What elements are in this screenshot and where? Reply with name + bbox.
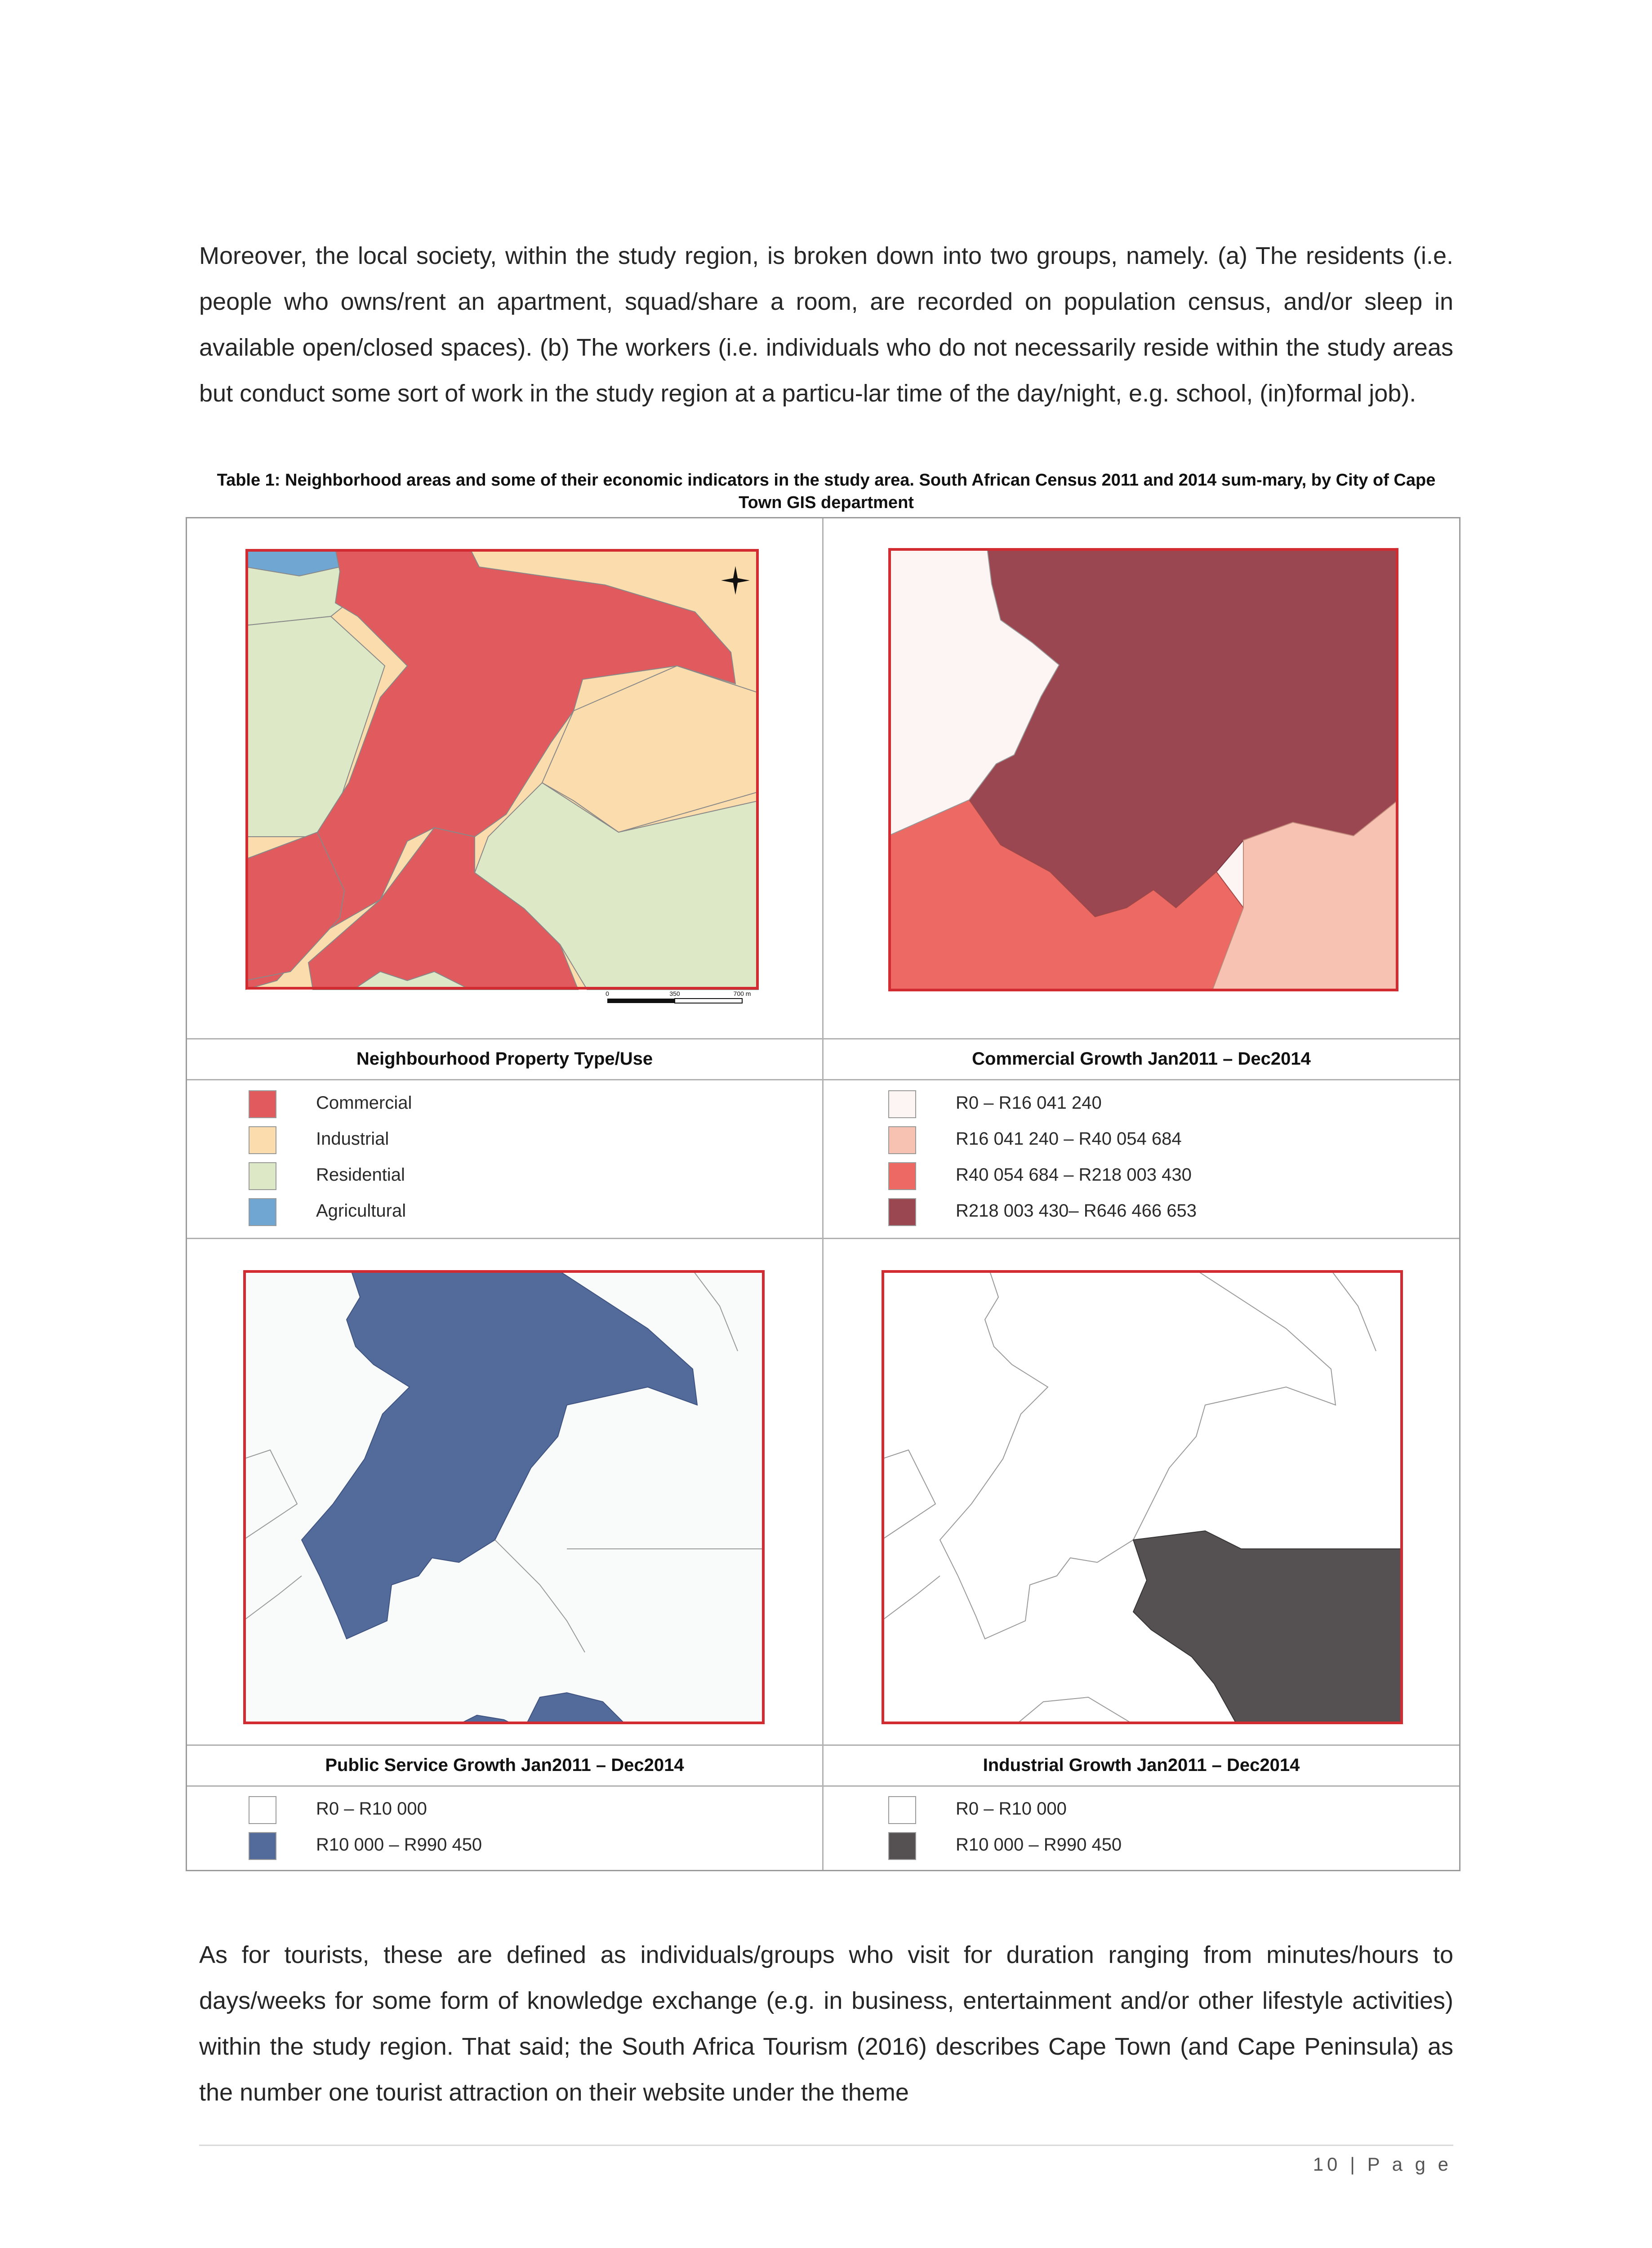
public-service-growth-legend xyxy=(249,1791,788,1863)
legend-swatch xyxy=(888,1198,916,1226)
legend-item xyxy=(888,1157,1428,1193)
table-caption: Table 1: Neighborhood areas and some of their economic indicators in the study area. South African Census 2011 and 2014 sum-mary, by City of Cape Town GIS department xyxy=(217,471,1436,512)
legend-item xyxy=(888,1827,1428,1863)
legend-swatch xyxy=(249,1126,276,1154)
legend-swatch xyxy=(888,1832,916,1860)
scalebar-label: 0 xyxy=(606,990,609,997)
industrial-growth-header: Industrial Growth Jan2011 – Dec2014 xyxy=(983,1755,1300,1775)
legend-label: R10 000 – R990 450 xyxy=(316,1835,482,1855)
legend-label: R40 054 684 – R218 003 430 xyxy=(956,1165,1192,1185)
legend-label: Industrial xyxy=(316,1129,389,1149)
legend-item xyxy=(249,1827,788,1863)
commercial-growth-header: Commercial Growth Jan2011 – Dec2014 xyxy=(972,1049,1311,1069)
figure-table xyxy=(186,517,1461,1871)
tourists-paragraph: As for tourists, these are defined as individuals/groups who visit for duration ranging from minutes/hours to days/weeks for some form of knowledge exchange (e.g. in business, entertainment and/or other lifestyle activities) within the study region. That said; the South Africa Tourism (2016) describes Cape Town (and Cape Peninsula) as the number one tourist attraction on their website under the theme xyxy=(199,1941,1453,2106)
public-service-growth-map xyxy=(243,1270,765,1724)
intro-paragraph: Moreover, the local society, within the study region, is broken down into two groups, namely. (a) The residents (i.e. people who owns/rent an apartment, squad/share a room, are recorded on population census, and/or sleep in available open/closed spaces). (b) The workers (i.e. individuals who do not necessarily reside within the study areas but conduct some sort of work in the study region at a particu-lar time of the day/night, e.g. school, (in)formal job). xyxy=(199,242,1453,407)
legend-item xyxy=(249,1157,788,1193)
legend-swatch xyxy=(249,1162,276,1190)
legend-swatch xyxy=(249,1090,276,1118)
legend-swatch xyxy=(249,1796,276,1824)
legend-label: R0 – R10 000 xyxy=(956,1799,1067,1819)
property-type-header: Neighbourhood Property Type/Use xyxy=(356,1049,653,1069)
industrial-growth-legend xyxy=(888,1791,1428,1863)
commercial-growth-map xyxy=(888,548,1398,991)
legend-label: Residential xyxy=(316,1165,405,1185)
legend-label: R16 041 240 – R40 054 684 xyxy=(956,1129,1182,1149)
legend-item xyxy=(249,1121,788,1157)
public-service-growth-header: Public Service Growth Jan2011 – Dec2014 xyxy=(325,1755,684,1775)
legend-swatch xyxy=(249,1832,276,1860)
legend-item xyxy=(888,1193,1428,1229)
legend-label: Agricultural xyxy=(316,1201,406,1221)
legend-swatch xyxy=(888,1126,916,1154)
industrial-growth-map xyxy=(882,1270,1403,1724)
legend-item xyxy=(249,1791,788,1827)
commercial-growth-legend xyxy=(888,1085,1428,1229)
legend-label: R0 – R16 041 240 xyxy=(956,1093,1102,1113)
legend-item xyxy=(249,1085,788,1121)
scalebar-label: 350 xyxy=(669,990,680,997)
property-type-map xyxy=(245,549,759,1004)
legend-label: R218 003 430– R646 466 653 xyxy=(956,1201,1197,1221)
legend-swatch xyxy=(888,1796,916,1824)
legend-label: R10 000 – R990 450 xyxy=(956,1835,1122,1855)
legend-item xyxy=(888,1791,1428,1827)
legend-swatch xyxy=(888,1162,916,1190)
legend-label: Commercial xyxy=(316,1093,412,1113)
property-type-legend xyxy=(249,1085,788,1229)
legend-item xyxy=(888,1121,1428,1157)
legend-swatch xyxy=(888,1090,916,1118)
legend-item xyxy=(888,1085,1428,1121)
legend-item xyxy=(249,1193,788,1229)
legend-label: R0 – R10 000 xyxy=(316,1799,427,1819)
scalebar-label: 700 m xyxy=(733,990,751,997)
legend-swatch xyxy=(249,1198,276,1226)
page-number: 10 | P a g e xyxy=(1313,2154,1452,2175)
footer-divider xyxy=(199,2145,1453,2146)
